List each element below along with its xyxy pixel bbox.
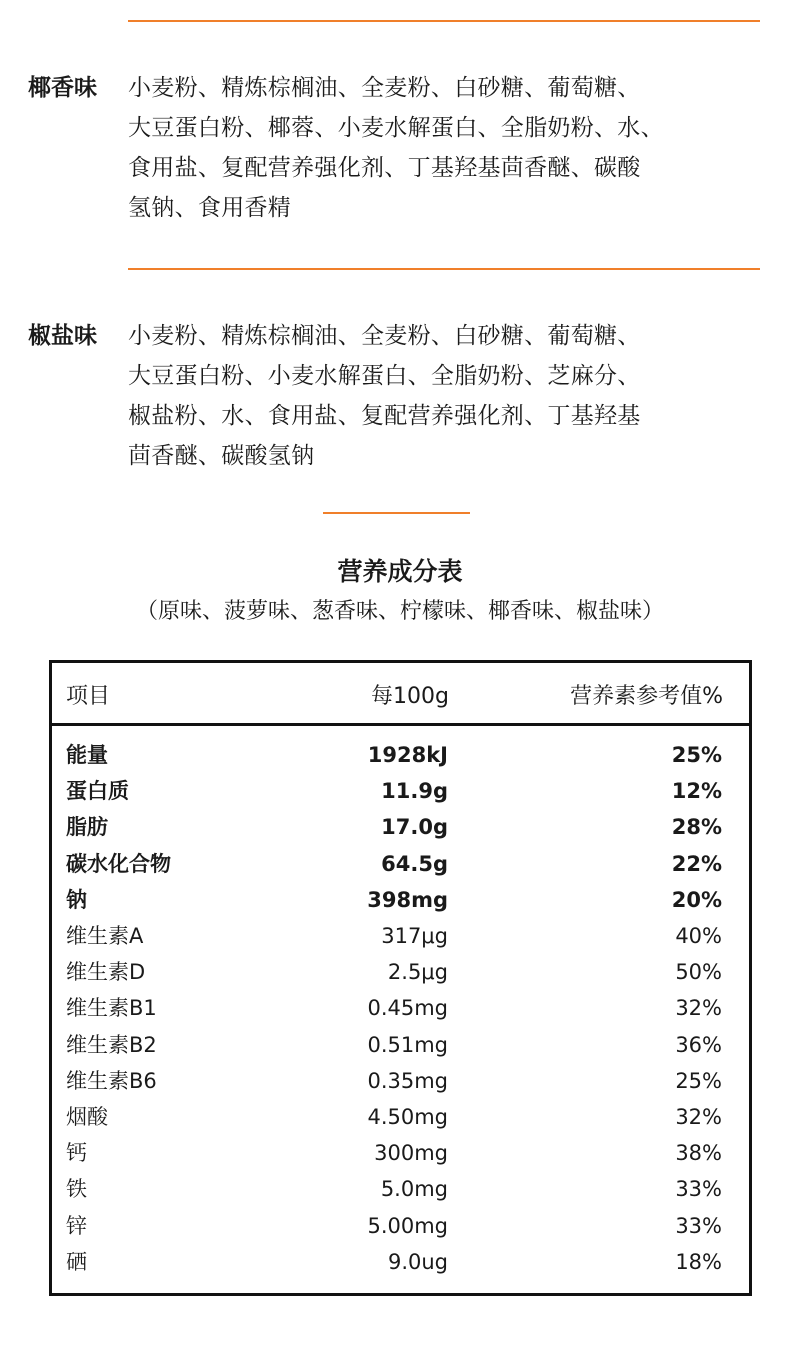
header-per100g: 每100g <box>371 684 449 709</box>
top-divider <box>128 20 760 22</box>
per100g-value: 17.0g <box>381 815 448 840</box>
nutrient-name: 钠 <box>66 887 87 912</box>
nrv-value: 25% <box>675 1068 722 1093</box>
nrv-value: 33% <box>675 1213 722 1238</box>
ingredients-line: 小麦粉、精炼棕榈油、全麦粉、白砂糖、葡萄糖、 <box>128 323 641 349</box>
flavor-name: 椰香味 <box>28 75 97 101</box>
nutrition-table <box>49 660 752 1296</box>
per100g-value: 0.51mg <box>367 1032 448 1057</box>
table-row <box>52 846 749 882</box>
per100g-value: 0.45mg <box>367 996 448 1021</box>
nutrient-name: 碳水化合物 <box>66 851 171 876</box>
table-row <box>52 882 749 918</box>
ingredients-list <box>128 68 778 228</box>
table-row <box>52 918 749 954</box>
table-header <box>52 663 749 726</box>
table-row <box>52 773 749 809</box>
nutrition-subtitle: （原味、菠萝味、葱香味、柠檬味、椰香味、椒盐味） <box>135 599 664 624</box>
table-row <box>52 1244 749 1280</box>
header-item: 项目 <box>66 684 111 709</box>
nutrient-name: 脂肪 <box>66 815 108 840</box>
per100g-value: 300mg <box>374 1141 448 1166</box>
per100g-value: 2.5μg <box>387 960 448 985</box>
nutrient-name: 硒 <box>66 1249 87 1274</box>
nrv-value: 12% <box>671 779 722 804</box>
per100g-value: 0.35mg <box>367 1068 448 1093</box>
nrv-value: 38% <box>675 1141 722 1166</box>
table-row <box>52 1171 749 1207</box>
nutrient-name: 铁 <box>66 1177 87 1202</box>
nutrient-name: 能量 <box>66 743 108 767</box>
per100g-value: 5.0mg <box>380 1177 448 1202</box>
middle-divider <box>128 268 760 270</box>
table-row <box>52 809 749 845</box>
table-row <box>52 1208 749 1244</box>
table-row <box>52 954 749 990</box>
per100g-value: 9.0ug <box>387 1249 448 1274</box>
per100g-value: 11.9g <box>381 779 448 804</box>
per100g-value: 1928kJ <box>367 743 448 767</box>
per100g-value: 4.50mg <box>367 1105 448 1129</box>
nutrient-name: 钙 <box>66 1141 87 1166</box>
per100g-value: 317μg <box>381 924 448 948</box>
nrv-value: 20% <box>671 887 722 912</box>
nrv-value: 50% <box>675 960 722 985</box>
ingredients-list <box>128 316 778 476</box>
nrv-value: 22% <box>671 851 722 876</box>
nutrient-name: 维生素D <box>66 960 146 985</box>
nrv-value: 32% <box>675 996 722 1021</box>
section-divider <box>323 512 470 514</box>
header-nrv: 营养素参考值% <box>570 684 723 709</box>
nrv-value: 36% <box>675 1032 722 1057</box>
nutrient-name: 烟酸 <box>66 1105 108 1129</box>
table-row <box>52 1027 749 1063</box>
table-row <box>52 1063 749 1099</box>
per100g-value: 398mg <box>367 887 448 912</box>
ingredients-line: 大豆蛋白粉、椰蓉、小麦水解蛋白、全脂奶粉、水、 <box>128 115 664 141</box>
per100g-value: 64.5g <box>381 851 448 876</box>
flavor-name: 椒盐味 <box>28 323 97 349</box>
nrv-value: 40% <box>675 924 722 948</box>
nrv-value: 28% <box>671 815 722 840</box>
table-row <box>52 737 749 773</box>
nrv-value: 18% <box>675 1249 722 1274</box>
ingredients-line: 食用盐、复配营养强化剂、丁基羟基茴香醚、碳酸 <box>128 155 641 181</box>
table-row <box>52 1099 749 1135</box>
table-row <box>52 1135 749 1171</box>
nrv-value: 33% <box>675 1177 722 1202</box>
per100g-value: 5.00mg <box>367 1213 448 1238</box>
table-row <box>52 990 749 1026</box>
ingredients-line: 氢钠、食用香精 <box>128 195 292 221</box>
nutrient-name: 维生素B6 <box>66 1068 157 1093</box>
nutrient-name: 维生素A <box>66 924 144 948</box>
nrv-value: 32% <box>675 1105 722 1129</box>
nutrient-name: 锌 <box>66 1213 87 1238</box>
ingredients-line: 椒盐粉、水、食用盐、复配营养强化剂、丁基羟基 <box>128 403 641 429</box>
nutrient-name: 蛋白质 <box>66 779 129 804</box>
nutrient-name: 维生素B1 <box>66 996 157 1021</box>
ingredients-line: 茴香醚、碳酸氢钠 <box>128 443 315 469</box>
nrv-value: 25% <box>671 743 722 767</box>
nutrient-name: 维生素B2 <box>66 1032 157 1057</box>
ingredients-line: 小麦粉、精炼棕榈油、全麦粉、白砂糖、葡萄糖、 <box>128 75 641 101</box>
nutrition-title: 营养成分表 <box>337 557 463 586</box>
ingredients-line: 大豆蛋白粉、小麦水解蛋白、全脂奶粉、芝麻分、 <box>128 363 641 389</box>
